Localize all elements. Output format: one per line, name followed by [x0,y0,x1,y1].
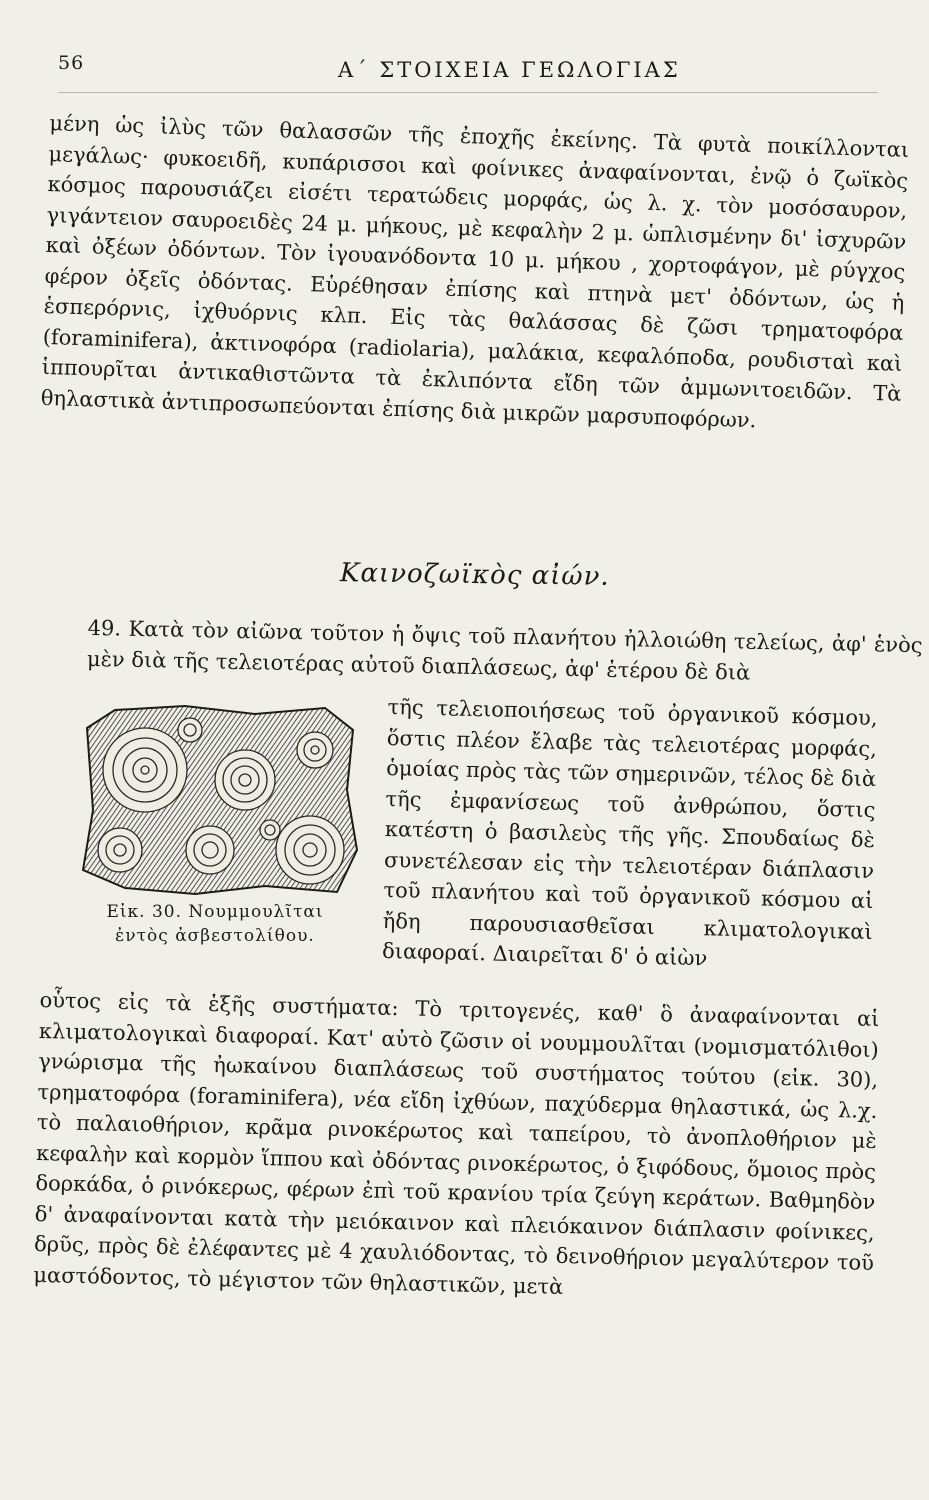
paragraph-49-continued: τῆς τελειοποιήσεως τοῦ ὀργανικοῦ κόσμου, ὅστις πλέον ἔλαβε τὰς τελειοτέρας μορφάς, ὁμοίας πρὸς τὰς τῶν σημερινῶν, τέλος δὲ διὰ τῆς ἐμφανίσεως τοῦ ἀνθρώπου, ὅστις κατέστη ὁ βασιλεὺς τῆς γῆς. Σπουδαίως δὲ συνετέλεσαν εἰς τὴν τελειοτέραν διάπλασιν τοῦ πλανήτου καὶ τοῦ ὀργανικοῦ κόσμου αἱ ἤδη παρουσιασθεῖσαι κλιματολογικαὶ διαφοραί. Διαιρεῖται δ' ὁ αἰὼν [381,694,878,971]
section-title: Καινοζωϊκὸς αἰών. [339,558,610,592]
figure-caption-line-2: ἐντὸς ἀσβεστολίθου. [115,926,315,946]
figure-caption-line-1: Εἰκ. 30. Νουμμουλῖται [106,902,324,922]
nummulite-limestone-illustration [75,700,360,900]
paragraph-49-intro: 49. Κατὰ τὸν αἰῶνα τοῦτον ἡ ὄψις τοῦ πλανήτου ἠλλοιώθη τελείως, ἀφ' ἑνὸς μὲν διὰ τῆς τελειοτέρας αὐτοῦ διαπλάσεως, ἀφ' ἑτέρου δὲ διὰ [86,615,923,685]
nummulite-limestone-figure [75,700,360,900]
page-number: 56 [58,52,85,74]
figure-caption [80,900,350,948]
page-header [58,52,878,93]
paragraph-tertiary-system: οὗτος εἰς τὰ ἑξῆς συστήματα: Τὸ τριτογενές, καθ' ὃ ἀναφαίνονται αἱ κλιματολογικαὶ διαφοραί. Κατ' αὐτὸ ζῶσιν οἱ νουμμουλῖται (νομισματόλιθοι) γνώρισμα τῆς ἠωκαίνου διαπλάσεως τοῦ συστήματος τούτου (εἰκ. 30), τρηματοφόρα (foraminifera), νέα εἴδη ἰχθύων, παχύδερμα θηλαστικά, ὡς λ.χ. τὸ παλαιοθήριον, κρᾶμα ρινοκέρωτος καὶ ταπείρου, τὸ ἀνοπλοθήριον μὲ κεφαλὴν καὶ κορμὸν ἵππου καὶ ὀδόντας ρινοκέρωτος, ὁ ξιφόδους, ὅμοιος πρὸς δορκάδα, ὁ ρινόκερως, φέρων ἐπὶ τοῦ κρανίου τρία ζεύγη κεράτων. Βαθμηδὸν δ' ἀναφαίνονται κατὰ τὴν μειόκαινον καὶ πλειόκαινον διάπλασιν φοίνικες, δρῦς, πρὸς δὲ ἐλέφαντες μὲ 4 χαυλιόδοντας, τὸ δεινοθήριον μεγαλύτερον τοῦ μαστόδοντος, τὸ μέγιστον τῶν θηλαστικῶν, μετὰ [33,987,880,1299]
paragraph-mesozoic-flora-fauna: μένη ὡς ἰλὺς τῶν θαλασσῶν τῆς ἐποχῆς ἐκείνης. Τὰ φυτὰ ποικίλλονται μεγάλως· φυκοειδῆ, κυπάρισσοι καὶ φοίνικες ἀναφαίνονται, ἐνῷ ὁ ζωϊκὸς κόσμος παρουσιάζει εἰσέτι τερατώδεις μορφάς, ὡς λ. χ. τὸν μοσόσαυρον, γιγάντειον σαυροειδὲς 24 μ. μήκους, μὲ κεφαλὴν 2 μ. ὡπλισμένην δι' ἰσχυρῶν καὶ ὀξέων ὀδόντων. Τὸν ἰγουανόδοντα 10 μ. μήκου , χορτοφάγον, μὲ ρύγχος φέρον ὀξεῖς ὀδόντας. Εὑρέθησαν ἐπίσης καὶ πτηνὰ μετ' ὀδόντων, ὡς ἡ ἑσπερόρνις, ἰχθυόρνις κλπ. Εἰς τὰς θαλάσσας δὲ ζῶσι τρηματοφόρα (foraminifera), ἀκτινοφόρα (radiolaria), μαλάκια, κεφαλόποδα, ρουδισταὶ καὶ ἱππουρῖται ἀντικαθιστῶντα τὰ ἐκλιπόντα εἴδη τῶν ἀμμωνιτοειδῶν. Τὰ θηλαστικὰ ἀντιπροσωπεύονται ἐπίσης διὰ μικρῶν μαρσυποφόρων. [40,110,910,432]
running-title: Α΄ ΣΤΟΙΧΕΙΑ ΓΕΩΛΟΓΙΑΣ [338,58,681,82]
